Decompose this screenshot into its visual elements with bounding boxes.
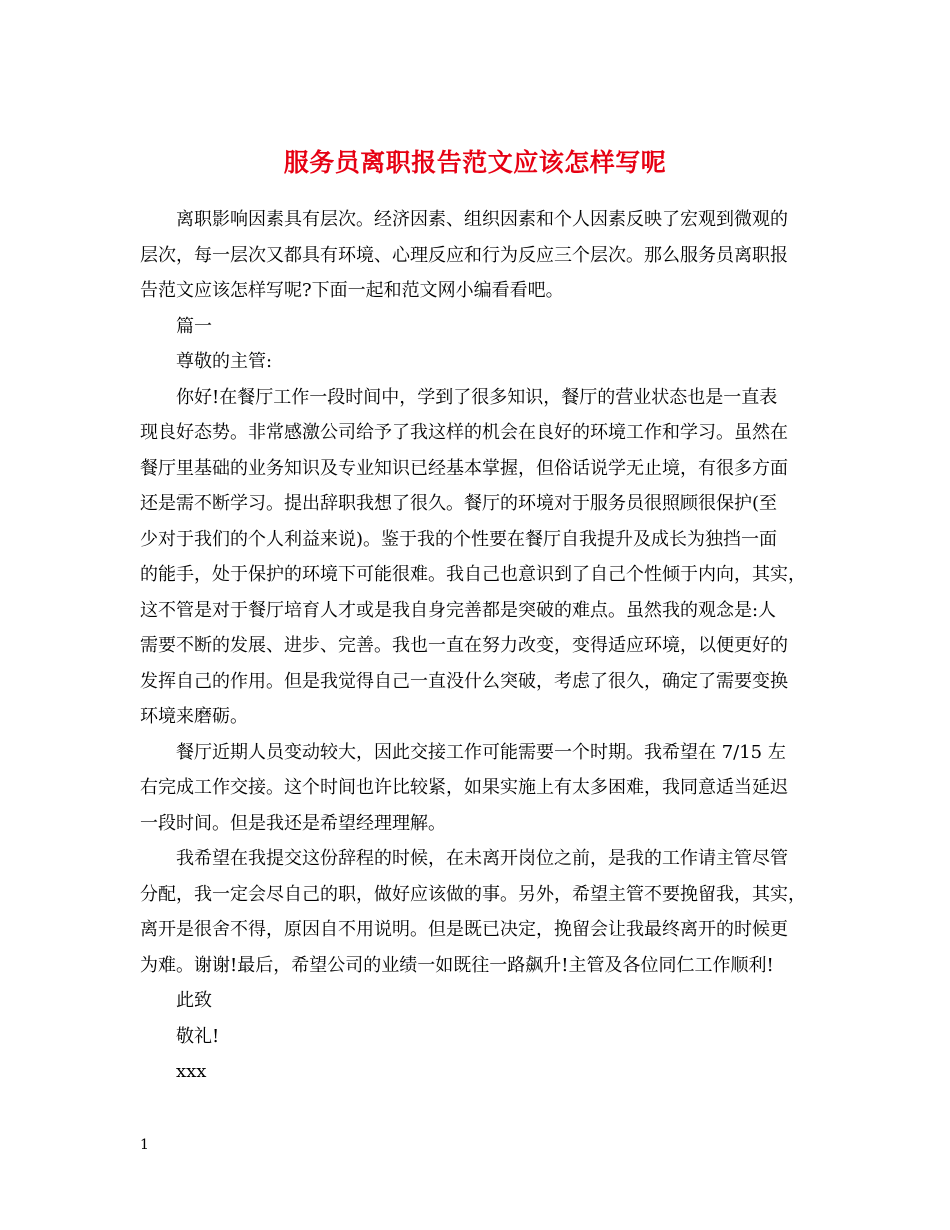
body-line: 发挥自己的作用。但是我觉得自己一直没什么突破，考虑了很久，确定了需要变换 xyxy=(140,670,788,692)
body-line: 环境来磨砺。 xyxy=(140,706,248,727)
body-line: 的能手，处于保护的环境下可能很难。我自己也意识到了自己个性倾于内向，其实， xyxy=(140,564,806,585)
body-line: 餐厅近期人员变动较大，因此交接工作可能需要一个时期。我希望在 7/15 左 xyxy=(176,741,786,763)
body-line: 离开是很舍不得，原因自不用说明。但是既已决定，挽留会让我最终离开的时候更 xyxy=(140,919,788,940)
page-title: 服务员离职报告范文应该怎样写呢 xyxy=(283,147,667,177)
letter-regards: 敬礼! xyxy=(176,1025,220,1047)
letter-signature: xxx xyxy=(176,1061,207,1082)
body-line: 告范文应该怎样写呢?下面一起和范文网小编看看吧。 xyxy=(140,280,564,301)
section-heading: 篇一 xyxy=(176,315,212,337)
page-number: 1 xyxy=(140,1137,149,1153)
body-line: 需要不断的发展、进步、完善。我也一直在努力改变，变得适应环境，以便更好的 xyxy=(140,635,788,656)
body-line: 餐厅里基础的业务知识及专业知识已经基本掌握，但俗话说学无止境，有很多方面 xyxy=(140,457,788,479)
body-line: 现良好态势。非常感激公司给予了我这样的机会在良好的环境工作和学习。虽然在 xyxy=(140,422,788,443)
body-line: 你好!在餐厅工作一段时间中，学到了很多知识，餐厅的营业状态也是一直表 xyxy=(176,386,778,408)
document-body xyxy=(140,202,812,1090)
body-line: 分配，我一定会尽自己的职，做好应该做的事。另外，希望主管不要挽留我，其实， xyxy=(140,883,806,905)
body-line: 我希望在我提交这份辞程的时候，在未离开岗位之前，是我的工作请主管尽管 xyxy=(176,848,788,869)
body-line: 右完成工作交接。这个时间也许比较紧，如果实施上有太多困难，我同意适当延迟 xyxy=(140,777,788,798)
body-line: 还是需不断学习。提出辞职我想了很久。餐厅的环境对于服务员很照顾很保护(至 xyxy=(140,493,778,514)
body-line: 离职影响因素具有层次。经济因素、组织因素和个人因素反映了宏观到微观的 xyxy=(176,209,788,230)
body-line: 层次，每一层次又都具有环境、心理反应和行为反应三个层次。那么服务员离职报 xyxy=(140,244,788,266)
body-line: 这不管是对于餐厅培育人才或是我自身完善都是突破的难点。虽然我的观念是:人 xyxy=(140,599,777,621)
body-line: 一段时间。但是我还是希望经理理解。 xyxy=(140,812,446,834)
letter-closing: 此致 xyxy=(176,990,212,1011)
letter-salutation: 尊敬的主管: xyxy=(176,351,273,372)
body-line: 为难。谢谢!最后，希望公司的业绩一如既往一路飙升!主管及各位同仁工作顺利! xyxy=(140,954,774,976)
body-line: 少对于我们的个人利益来说)。鉴于我的个性要在餐厅自我提升及成长为独挡一面 xyxy=(140,528,778,550)
